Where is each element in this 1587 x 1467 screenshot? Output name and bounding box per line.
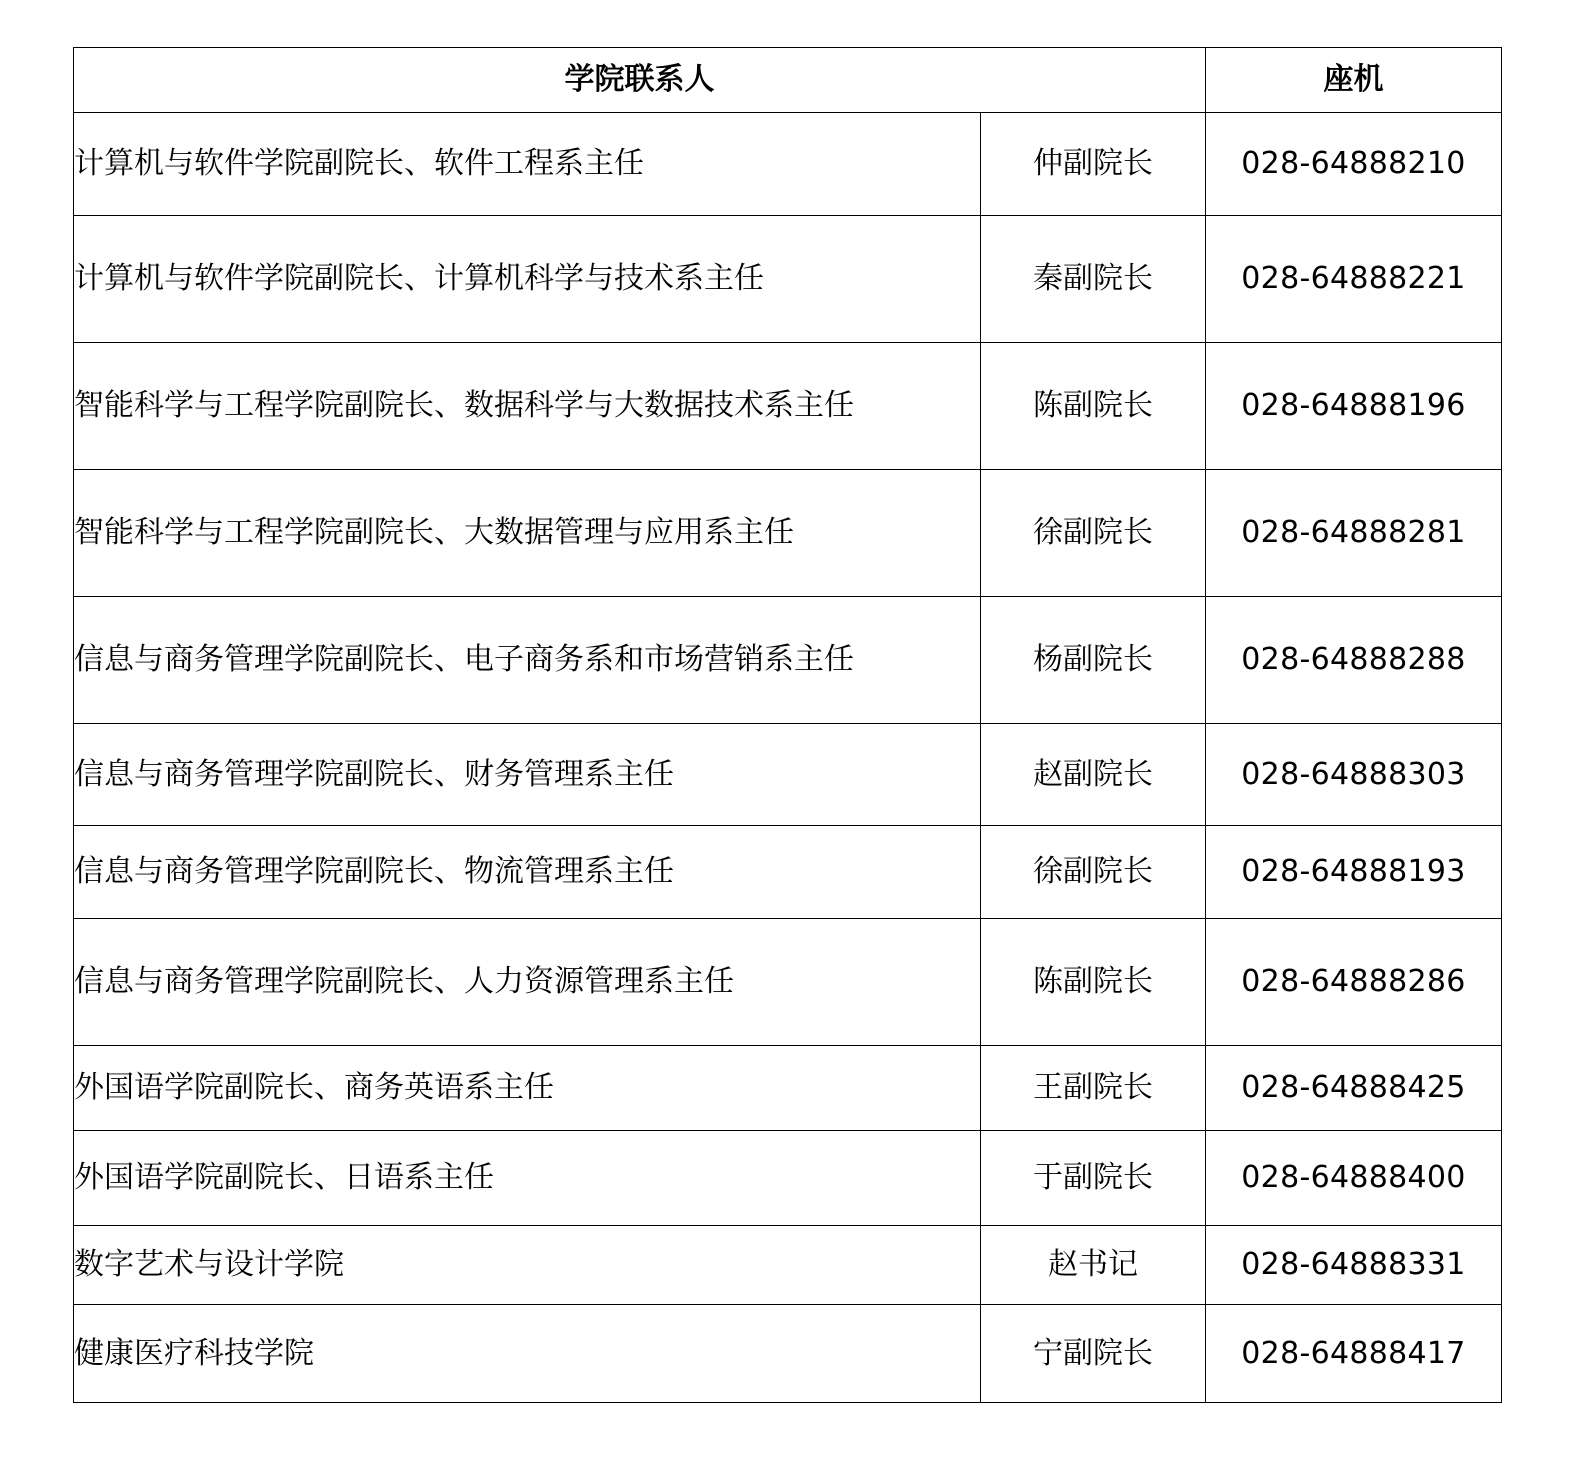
- college-cell: 数字艺术与设计学院: [74, 1226, 981, 1305]
- phone-cell: 028-64888286: [1206, 919, 1502, 1046]
- college-cell: 智能科学与工程学院副院长、大数据管理与应用系主任: [74, 470, 981, 597]
- college-cell: 信息与商务管理学院副院长、人力资源管理系主任: [74, 919, 981, 1046]
- table-row: [74, 343, 1502, 470]
- person-cell: 宁副院长: [981, 1305, 1206, 1403]
- table-row: [74, 216, 1502, 343]
- person-cell: 陈副院长: [981, 919, 1206, 1046]
- phone-cell: 028-64888400: [1206, 1131, 1502, 1226]
- table-row: [74, 724, 1502, 826]
- college-cell: 计算机与软件学院副院长、软件工程系主任: [74, 113, 981, 216]
- phone-cell: 028-64888288: [1206, 597, 1502, 724]
- contacts-table: [73, 47, 1502, 1403]
- college-cell: 健康医疗科技学院: [74, 1305, 981, 1403]
- person-cell: 徐副院长: [981, 826, 1206, 919]
- phone-cell: 028-64888417: [1206, 1305, 1502, 1403]
- table-header-row: [74, 48, 1502, 113]
- person-cell: 赵副院长: [981, 724, 1206, 826]
- table-row: [74, 597, 1502, 724]
- college-cell: 信息与商务管理学院副院长、财务管理系主任: [74, 724, 981, 826]
- college-cell: 外国语学院副院长、日语系主任: [74, 1131, 981, 1226]
- table-row: [74, 470, 1502, 597]
- table-row: [74, 113, 1502, 216]
- person-cell: 杨副院长: [981, 597, 1206, 724]
- phone-cell: 028-64888425: [1206, 1046, 1502, 1131]
- table-row: [74, 826, 1502, 919]
- table-row: [74, 1046, 1502, 1131]
- phone-cell: 028-64888196: [1206, 343, 1502, 470]
- phone-cell: 028-64888331: [1206, 1226, 1502, 1305]
- phone-cell: 028-64888210: [1206, 113, 1502, 216]
- college-cell: 信息与商务管理学院副院长、电子商务系和市场营销系主任: [74, 597, 981, 724]
- phone-cell: 028-64888193: [1206, 826, 1502, 919]
- table-row: [74, 1226, 1502, 1305]
- phone-cell: 028-64888303: [1206, 724, 1502, 826]
- person-cell: 徐副院长: [981, 470, 1206, 597]
- college-cell: 外国语学院副院长、商务英语系主任: [74, 1046, 981, 1131]
- table-row: [74, 1131, 1502, 1226]
- table-row: [74, 919, 1502, 1046]
- header-contact: 学院联系人: [74, 48, 1206, 113]
- person-cell: 仲副院长: [981, 113, 1206, 216]
- phone-cell: 028-64888281: [1206, 470, 1502, 597]
- table-row: [74, 1305, 1502, 1403]
- person-cell: 于副院长: [981, 1131, 1206, 1226]
- person-cell: 王副院长: [981, 1046, 1206, 1131]
- college-cell: 计算机与软件学院副院长、计算机科学与技术系主任: [74, 216, 981, 343]
- person-cell: 陈副院长: [981, 343, 1206, 470]
- college-cell: 智能科学与工程学院副院长、数据科学与大数据技术系主任: [74, 343, 981, 470]
- header-phone: 座机: [1206, 48, 1502, 113]
- college-cell: 信息与商务管理学院副院长、物流管理系主任: [74, 826, 981, 919]
- person-cell: 赵书记: [981, 1226, 1206, 1305]
- phone-cell: 028-64888221: [1206, 216, 1502, 343]
- person-cell: 秦副院长: [981, 216, 1206, 343]
